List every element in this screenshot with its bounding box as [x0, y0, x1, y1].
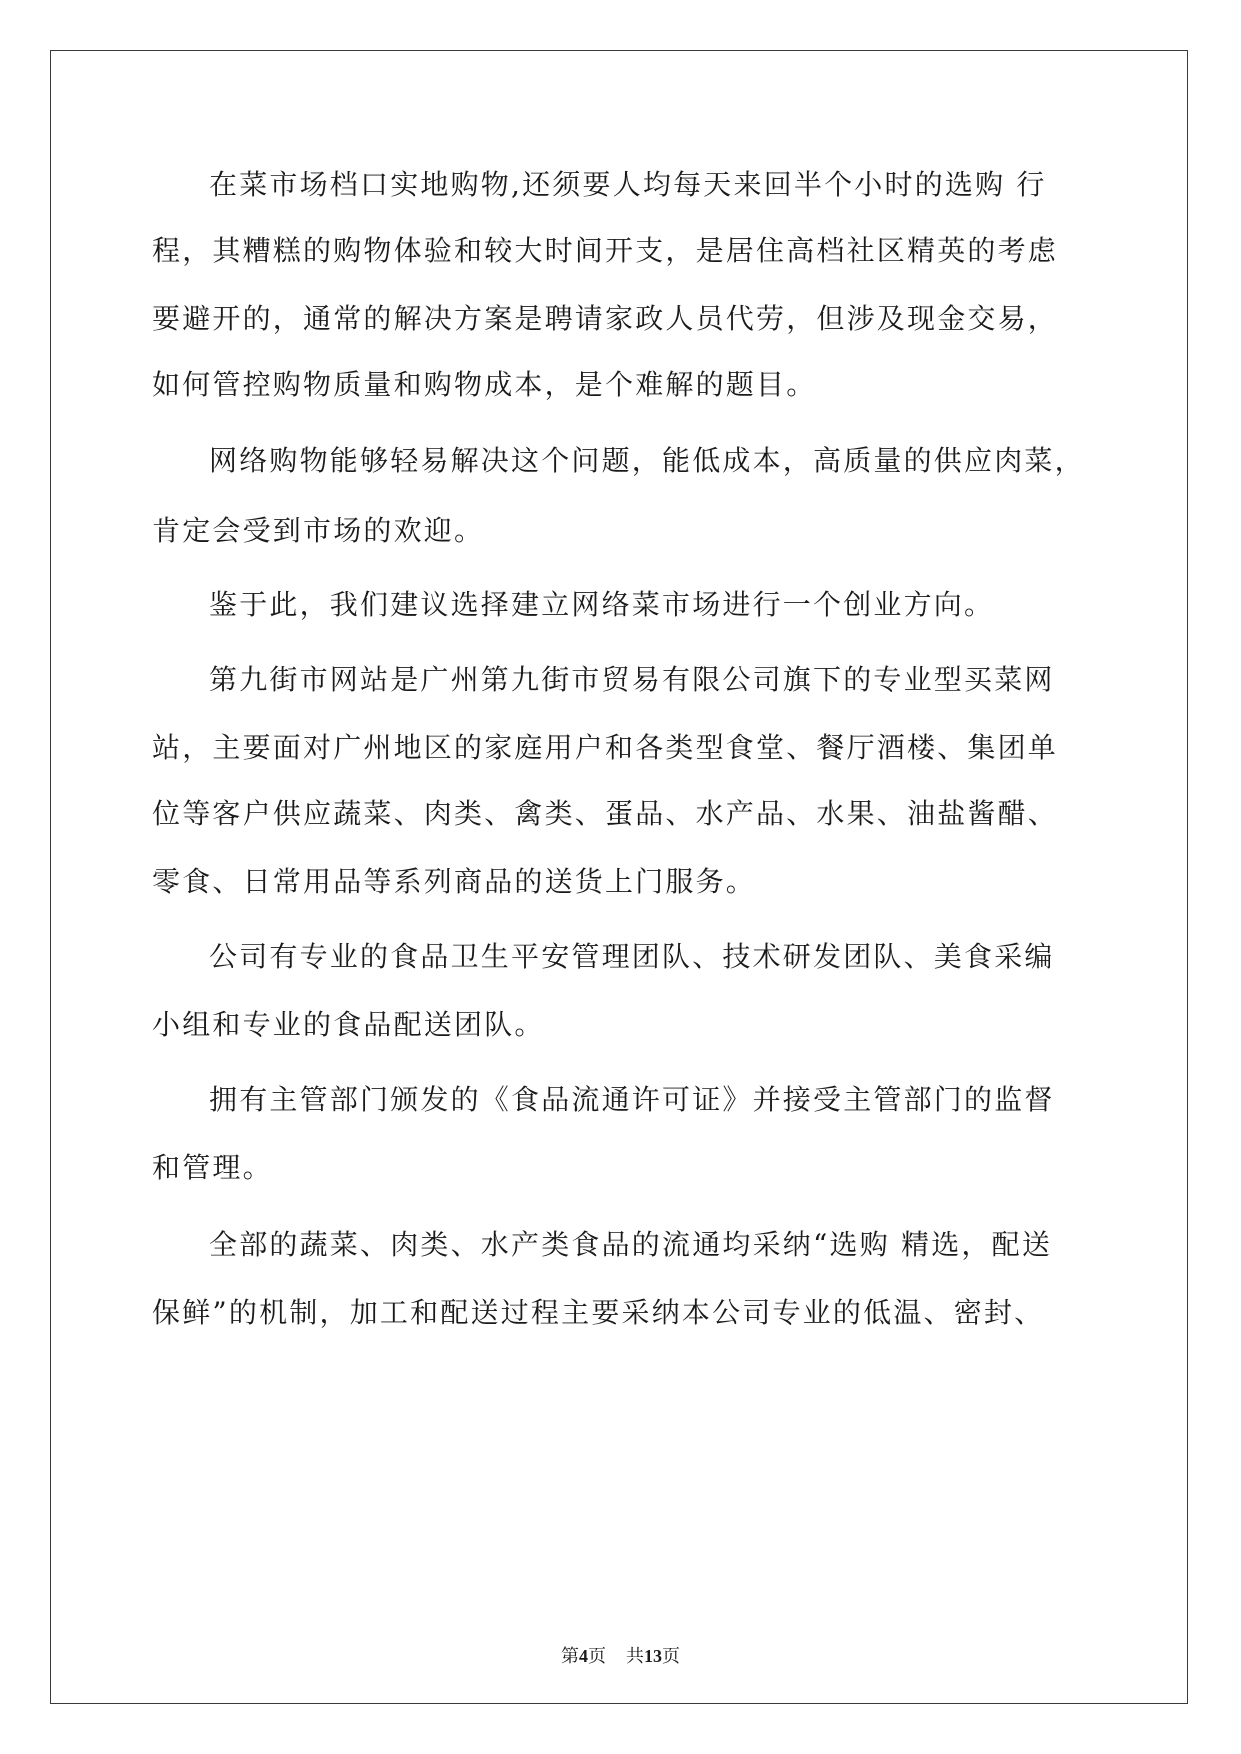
paragraph-line: 零食、日常用品等系列商品的送货上门服务。: [152, 865, 757, 898]
paragraph-line: 公司有专业的食品卫生平安管理团队、技术研发团队、美食采编: [209, 940, 1055, 973]
paragraph-line: 保鲜”的机制，加工和配送过程主要采纳本公司专业的低温、密封、: [152, 1296, 1045, 1329]
paragraph-line: 如何管控购物质量和购物成本，是个难解的题目。: [152, 368, 817, 401]
paragraph-line: 网络购物能够轻易解决这个问题，能低成本，高质量的供应肉菜，: [209, 444, 1085, 477]
paragraph-line: 拥有主管部门颁发的《食品流通许可证》并接受主管部门的监督: [209, 1083, 1055, 1116]
paragraph-line: 在菜市场档口实地购物,还须要人均每天来回半个小时的选购 行: [209, 168, 1047, 201]
paragraph-line: 第九街市网站是广州第九街市贸易有限公司旗下的专业型买菜网: [209, 663, 1055, 696]
total-suffix: 页: [662, 1646, 680, 1666]
paragraph-line: 位等客户供应蔬菜、肉类、禽类、蛋品、水产品、水果、油盐酱醋、: [152, 797, 1059, 830]
paragraph-line: 全部的蔬菜、肉类、水产类食品的流通均采纳“选购 精选，配送: [209, 1228, 1053, 1261]
paragraph-line: 小组和专业的食品配送团队。: [152, 1008, 545, 1041]
paragraph-line: 肯定会受到市场的欢迎。: [152, 514, 485, 547]
total-pages: 13: [644, 1646, 662, 1666]
paragraph-line: 程，其糟糕的购物体验和较大时间开支，是居住高档社区精英的考虑: [152, 234, 1059, 267]
page-prefix: 第: [561, 1646, 579, 1666]
page-footer: [0, 1644, 1241, 1668]
paragraph-line: 鉴于此，我们建议选择建立网络菜市场进行一个创业方向。: [209, 588, 995, 621]
page-suffix: 页: [588, 1646, 606, 1666]
paragraph-line: 站，主要面对广州地区的家庭用户和各类型食堂、餐厅酒楼、集团单: [152, 731, 1059, 764]
paragraph-line: 要避开的，通常的解决方案是聘请家政人员代劳，但涉及现金交易，: [152, 302, 1059, 335]
paragraph-line: 和管理。: [152, 1151, 273, 1184]
total-prefix: 共: [626, 1646, 644, 1666]
page-number: 4: [579, 1646, 588, 1666]
